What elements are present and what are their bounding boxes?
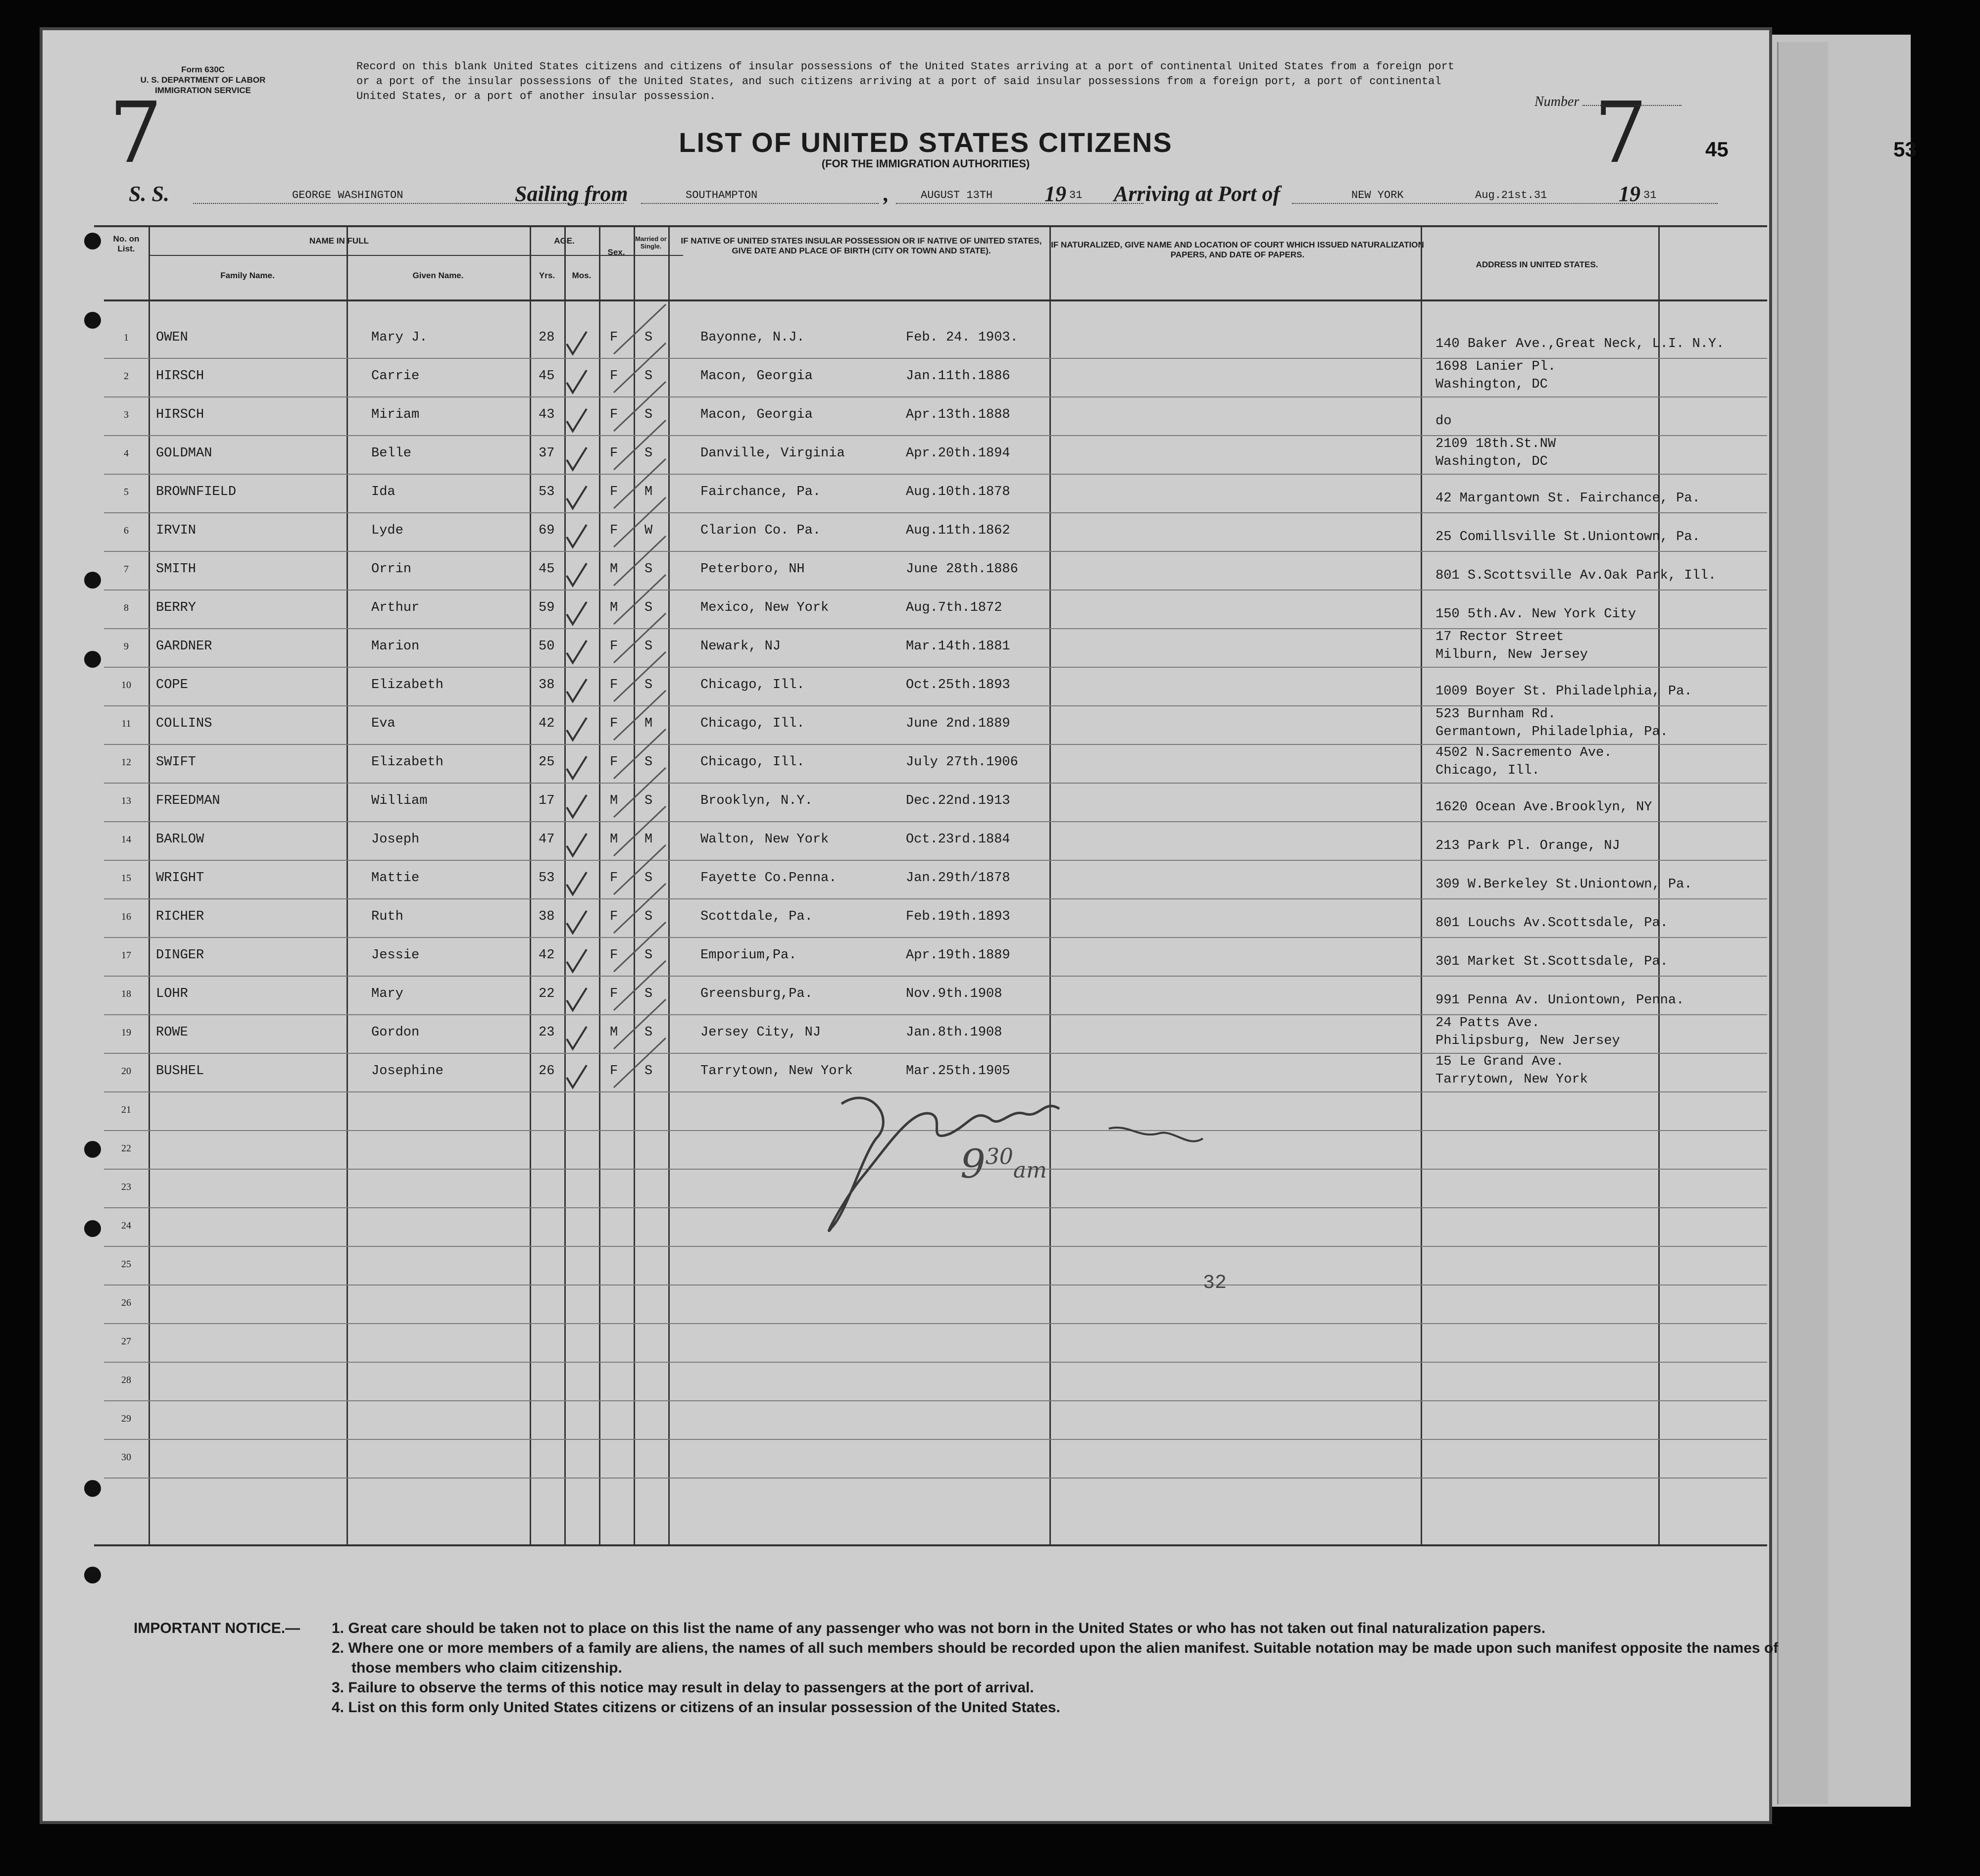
given-name: Carrie <box>371 369 420 384</box>
row-number: 6 <box>124 525 129 536</box>
age-years: 43 <box>539 407 555 422</box>
tick-stroke <box>614 961 666 1010</box>
tick-stroke <box>614 343 666 393</box>
check-mark <box>567 447 587 470</box>
check-mark <box>567 1065 587 1087</box>
sex: F <box>610 485 618 499</box>
given-name: Joseph <box>371 832 420 847</box>
tick-stroke <box>614 1038 666 1087</box>
tick-stroke <box>614 884 666 933</box>
sailing-year: 31 <box>1069 189 1083 201</box>
birth-place: Macon, Georgia <box>700 407 813 422</box>
age-years: 22 <box>539 987 555 1001</box>
given-name: Elizabeth <box>371 678 444 692</box>
address-line: 301 Market St.Scottsdale, Pa. <box>1436 954 1668 969</box>
birth-place: Fairchance, Pa. <box>700 485 821 499</box>
col-married: Married or Single. <box>635 235 667 250</box>
page-title: LIST OF UNITED STATES CITIZENS <box>679 127 1173 158</box>
tick-stroke <box>614 768 666 817</box>
sex: F <box>610 987 618 1001</box>
family-name: GOLDMAN <box>156 446 212 461</box>
family-name: OWEN <box>156 330 188 345</box>
birth-date: Jan.11th.1886 <box>906 369 1010 384</box>
row-number: 1 <box>124 332 129 343</box>
tick-stroke <box>614 459 666 508</box>
marital-status: S <box>644 678 653 692</box>
tick-stroke <box>614 999 666 1049</box>
arriving-year: 31 <box>1643 189 1657 201</box>
family-name: ROWE <box>156 1025 188 1040</box>
form-line: IMMIGRATION SERVICE <box>155 86 251 95</box>
age-years: 47 <box>539 832 555 847</box>
given-name: Ida <box>371 485 396 499</box>
col-yrs: Yrs. <box>539 271 555 280</box>
marital-status: S <box>644 948 653 963</box>
marital-status: W <box>644 523 653 538</box>
age-years: 42 <box>539 716 555 731</box>
ship-name: GEORGE WASHINGTON <box>292 189 403 201</box>
notice-item: 4. List on this form only United States citizens or citizens of an insular possession of the United States. <box>332 1699 1060 1716</box>
row-number: 2 <box>124 371 129 382</box>
address-line: 140 Baker Ave.,Great Neck, L.I. N.Y. <box>1436 337 1725 351</box>
given-name: Marion <box>371 639 420 654</box>
tick-stroke <box>614 691 666 740</box>
birth-date: Feb.19th.1893 <box>906 909 1010 924</box>
age-years: 37 <box>539 446 555 461</box>
address-line: 42 Margantown St. Fairchance, Pa. <box>1436 491 1700 506</box>
sex: F <box>610 330 618 345</box>
birth-place: Fayette Co.Penna. <box>700 871 837 886</box>
row-number: 7 <box>124 564 129 575</box>
tick-stroke <box>614 729 666 779</box>
sex: F <box>610 407 618 422</box>
birth-date: Apr.13th.1888 <box>906 407 1010 422</box>
marital-status: S <box>644 1025 653 1040</box>
row-number: 23 <box>121 1182 131 1192</box>
birth-date: Aug.7th.1872 <box>906 600 1002 615</box>
check-mark <box>567 949 587 972</box>
row-number: 5 <box>124 487 129 497</box>
birth-date: Aug.10th.1878 <box>906 485 1010 499</box>
given-name: Arthur <box>371 600 420 615</box>
tick-stroke <box>614 497 666 547</box>
family-name: BUSHEL <box>156 1064 204 1079</box>
sex: F <box>610 755 618 770</box>
birth-place: Clarion Co. Pa. <box>700 523 821 538</box>
col-name-in-full: NAME IN FULL <box>309 236 369 246</box>
row-number: 24 <box>121 1220 131 1231</box>
row-number: 19 <box>121 1027 131 1038</box>
address-line: 4502 N.Sacremento Ave. <box>1436 745 1612 760</box>
address-line: 24 Patts Ave. <box>1436 1016 1540 1031</box>
check-mark <box>567 679 587 701</box>
age-years: 17 <box>539 793 555 808</box>
marital-status: S <box>644 909 653 924</box>
given-name: Eva <box>371 716 396 731</box>
family-name: HIRSCH <box>156 369 204 384</box>
family-name: SWIFT <box>156 755 197 770</box>
voyage-line: S. S. GEORGE WASHINGTON Sailing from SOUTHAMPTON , AUGUST 13TH 19 31 Arriving at Port of NEW YORK Aug.21st.31 19 31 <box>124 178 1708 208</box>
address-line: Washington, DC <box>1436 377 1548 392</box>
address-line: 213 Park Pl. Orange, NJ <box>1436 839 1620 853</box>
age-years: 45 <box>539 369 555 384</box>
sailing-date: AUGUST 13TH <box>921 189 993 201</box>
col-given-name: Given Name. <box>412 271 464 280</box>
birth-date: July 27th.1906 <box>906 755 1018 770</box>
year-prefix: 19 <box>1044 182 1066 206</box>
address-line: 2109 18th.St.NW <box>1436 437 1556 451</box>
birth-date: Jan.8th.1908 <box>906 1025 1002 1040</box>
given-name: Orrin <box>371 562 412 577</box>
tick-stroke <box>614 613 666 663</box>
age-years: 45 <box>539 562 555 577</box>
age-years: 25 <box>539 755 555 770</box>
notice-item: 2. Where one or more members of a family are aliens, the names of all such members should be recorded upon the alien manifest. Suitable notation may be made upon such manifest opposite the names of those members who claim citizenship. <box>332 1640 1779 1676</box>
birth-place: Brooklyn, N.Y. <box>700 793 813 808</box>
col-age: AGE. <box>554 236 575 246</box>
sex: M <box>610 832 618 847</box>
row-number: 28 <box>121 1375 131 1385</box>
notice-label: IMPORTANT NOTICE.— <box>134 1620 300 1636</box>
birth-date: Apr.19th.1889 <box>906 948 1010 963</box>
sex: F <box>610 369 618 384</box>
family-name: IRVIN <box>156 523 197 538</box>
sex: F <box>610 1064 618 1079</box>
birth-place: Walton, New York <box>700 832 829 847</box>
check-mark <box>567 834 587 856</box>
time-minutes: 30 <box>985 1144 1013 1170</box>
birth-place: Chicago, Ill. <box>700 716 805 731</box>
address-line: 17 Rector Street <box>1436 630 1564 644</box>
page-subtitle: (FOR THE IMMIGRATION AUTHORITIES) <box>821 157 1030 170</box>
tick-stroke <box>614 922 666 972</box>
notice-items <box>332 1619 1807 1718</box>
marital-status: M <box>644 485 653 499</box>
tick-stroke <box>614 845 666 894</box>
marital-status: S <box>644 871 653 886</box>
age-years: 59 <box>539 600 555 615</box>
sex: F <box>610 871 618 886</box>
col-address: ADDRESS IN UNITED STATES. <box>1476 260 1598 269</box>
row-number: 22 <box>121 1143 131 1154</box>
given-name: Mary J. <box>371 330 428 345</box>
check-mark <box>567 486 587 508</box>
address-line: 309 W.Berkeley St.Uniontown, Pa. <box>1436 877 1692 892</box>
age-years: 38 <box>539 909 555 924</box>
given-name: Miriam <box>371 407 420 422</box>
birth-place: Mexico, New York <box>700 600 829 615</box>
address-line: 523 Burnham Rd. <box>1436 707 1556 722</box>
time-suffix: am <box>1013 1158 1047 1183</box>
family-name: RICHER <box>156 909 204 924</box>
marital-status: S <box>644 1064 653 1079</box>
address-line: Milburn, New Jersey <box>1436 647 1588 662</box>
check-mark <box>567 795 587 817</box>
instructions-text: Record on this blank United States citizens and citizens of insular possessions of the United States arriving at a port of continental United States from a foreign port or a port of the insular possessions of the United States, and such citizens arriving at a port of said insular possessions from a foreign port, a port of continental United States, or a port of another insular possession. <box>356 60 1454 102</box>
birth-date: Feb. 24. 1903. <box>906 330 1018 345</box>
family-name: BERRY <box>156 600 197 615</box>
col-no: No. on List. <box>113 234 140 253</box>
notice-item: 3. Failure to observe the terms of this notice may result in delay to passengers at the port of arrival. <box>332 1679 1034 1696</box>
birth-place: Jersey City, NJ <box>700 1025 821 1040</box>
family-name: FREEDMAN <box>156 793 220 808</box>
row-number: 26 <box>121 1297 131 1308</box>
age-years: 69 <box>539 523 555 538</box>
sex: F <box>610 678 618 692</box>
row-number: 13 <box>121 795 131 806</box>
given-name: Mary <box>371 987 403 1001</box>
given-name: Jessie <box>371 948 420 963</box>
birth-date: Dec.22nd.1913 <box>906 793 1010 808</box>
arriving-date: Aug.21st.31 <box>1475 189 1547 201</box>
family-name: WRIGHT <box>156 871 204 886</box>
birth-date: June 28th.1886 <box>906 562 1018 577</box>
row-number: 12 <box>121 757 131 768</box>
row-number: 14 <box>121 834 131 845</box>
row-number: 8 <box>124 602 129 613</box>
notice-item: 1. Great care should be taken not to place on this list the name of any passenger who was not born in the United States or who has not taken out final naturalization papers. <box>332 1620 1546 1636</box>
handwritten-number-left: 7 <box>109 84 163 182</box>
birth-date: Mar.25th.1905 <box>906 1064 1010 1079</box>
check-mark <box>567 988 587 1010</box>
sex: F <box>610 446 618 461</box>
marital-status: S <box>644 755 653 770</box>
number-label: Number <box>1534 94 1580 109</box>
stamp-number: 32 <box>1203 1272 1227 1294</box>
check-mark <box>567 409 587 431</box>
sex: F <box>610 716 618 731</box>
family-name: LOHR <box>156 987 188 1001</box>
birth-date: Nov.9th.1908 <box>906 987 1002 1001</box>
check-mark <box>567 911 587 933</box>
birth-place: Newark, NJ <box>700 639 781 654</box>
sex: M <box>610 1025 618 1040</box>
marital-status: S <box>644 330 653 345</box>
marital-status: S <box>644 600 653 615</box>
sex: M <box>610 600 618 615</box>
col-sex: Sex. <box>607 247 625 257</box>
age-years: 23 <box>539 1025 555 1040</box>
tick-stroke <box>614 382 666 431</box>
birth-place: Macon, Georgia <box>700 369 813 384</box>
address-line: 801 S.Scottsville Av.Oak Park, Ill. <box>1436 568 1717 583</box>
address-line: Philipsburg, New Jersey <box>1436 1034 1620 1048</box>
address-line: 150 5th.Av. New York City <box>1436 607 1636 622</box>
tick-stroke <box>614 304 666 354</box>
marital-status: M <box>644 716 653 731</box>
address-line: 1620 Ocean Ave.Brooklyn, NY <box>1436 800 1652 815</box>
col-mos: Mos. <box>572 271 592 280</box>
birth-place: Greensburg,Pa. <box>700 987 813 1001</box>
sailing-from: SOUTHAMPTON <box>686 189 758 201</box>
check-mark <box>567 756 587 779</box>
given-name: Mattie <box>371 871 420 886</box>
marital-status: S <box>644 639 653 654</box>
tick-stroke <box>614 806 666 856</box>
tick-stroke <box>614 536 666 586</box>
birth-date: Aug.11th.1862 <box>906 523 1010 538</box>
sex: F <box>610 909 618 924</box>
family-name: COLLINS <box>156 716 212 731</box>
address-line: Tarrytown, New York <box>1436 1072 1588 1087</box>
given-name: Gordon <box>371 1025 420 1040</box>
marital-status: S <box>644 407 653 422</box>
marital-status: M <box>644 832 653 847</box>
address-line: 1009 Boyer St. Philadelphia, Pa. <box>1436 684 1692 699</box>
marital-status: S <box>644 987 653 1001</box>
page-number-a: 45 <box>1705 138 1729 161</box>
given-name: Ruth <box>371 909 403 924</box>
row-number: 30 <box>121 1452 131 1463</box>
sex: F <box>610 523 618 538</box>
check-mark <box>567 1027 587 1049</box>
age-years: 26 <box>539 1064 555 1079</box>
birth-place: Emporium,Pa. <box>700 948 797 963</box>
handwritten-number-right: 7 <box>1594 84 1648 182</box>
row-number: 29 <box>121 1413 131 1424</box>
sex: F <box>610 948 618 963</box>
row-number: 11 <box>121 718 131 729</box>
birth-date: Oct.23rd.1884 <box>906 832 1010 847</box>
family-name: BARLOW <box>156 832 204 847</box>
sex: M <box>610 562 618 577</box>
birth-place: Tarrytown, New York <box>700 1064 853 1079</box>
birth-place: Bayonne, N.J. <box>700 330 805 345</box>
page-number-b: 53 <box>1893 138 1917 161</box>
birth-date: Mar.14th.1881 <box>906 639 1010 654</box>
birth-place: Danville, Virginia <box>700 446 845 461</box>
birth-date: Oct.25th.1893 <box>906 678 1010 692</box>
birth-date: June 2nd.1889 <box>906 716 1010 731</box>
address-line: Chicago, Ill. <box>1436 763 1540 778</box>
age-years: 50 <box>539 639 555 654</box>
row-number: 3 <box>124 409 129 420</box>
family-name: SMITH <box>156 562 197 577</box>
row-number: 16 <box>121 911 131 922</box>
address-line: 991 Penna Av. Uniontown, Penna. <box>1436 993 1684 1008</box>
row-number: 4 <box>124 448 129 459</box>
address-line: Germantown, Philadelphia, Pa. <box>1436 725 1668 740</box>
row-number: 21 <box>121 1104 131 1115</box>
given-name: William <box>371 793 428 808</box>
age-years: 53 <box>539 871 555 886</box>
check-mark <box>567 718 587 740</box>
sex: F <box>610 639 618 654</box>
check-mark <box>567 872 587 894</box>
row-number: 15 <box>121 873 131 884</box>
address-line: Washington, DC <box>1436 454 1548 469</box>
family-name: GARDNER <box>156 639 212 654</box>
given-name: Belle <box>371 446 412 461</box>
address-line: 25 Comillsville St.Uniontown, Pa. <box>1436 530 1700 544</box>
tick-stroke <box>614 652 666 701</box>
address-line: 801 Louchs Av.Scottsdale, Pa. <box>1436 916 1668 931</box>
sex: M <box>610 793 618 808</box>
form-line: U. S. DEPARTMENT OF LABOR <box>140 75 266 85</box>
check-mark <box>567 525 587 547</box>
marital-status: S <box>644 793 653 808</box>
sailing-label: Sailing from <box>515 182 628 206</box>
arriving-year-prefix: 19 <box>1619 182 1640 206</box>
col-birth: IF NATIVE OF UNITED STATES INSULAR POSSESSION OR IF NATIVE OF UNITED STATES, GIVE DATE AND PLACE OF BIRTH (CITY OR TOWN AND STATE). <box>681 236 1042 255</box>
check-mark <box>567 332 587 354</box>
check-mark <box>567 563 587 586</box>
address-line: 15 Le Grand Ave. <box>1436 1054 1564 1069</box>
arriving-port: NEW YORK <box>1351 189 1404 201</box>
birth-place: Scottdale, Pa. <box>700 909 813 924</box>
col-family-name: Family Name. <box>220 271 275 280</box>
birth-place: Chicago, Ill. <box>700 678 805 692</box>
col-naturalized: IF NATURALIZED, GIVE NAME AND LOCATION OF COURT WHICH ISSUED NATURALIZATION PAPERS, AND DATE OF PAPERS. <box>1051 240 1424 259</box>
row-number: 27 <box>121 1336 131 1347</box>
family-name: COPE <box>156 678 188 692</box>
ss-label: S. S. <box>129 182 169 206</box>
birth-date: Jan.29th/1878 <box>906 871 1010 886</box>
marital-status: S <box>644 369 653 384</box>
birth-date: Apr.20th.1894 <box>906 446 1010 461</box>
row-number: 25 <box>121 1259 131 1270</box>
check-mark <box>567 370 587 393</box>
tick-stroke <box>614 575 666 624</box>
family-name: BROWNFIELD <box>156 485 237 499</box>
given-name: Josephine <box>371 1064 444 1079</box>
marital-status: S <box>644 446 653 461</box>
row-number: 17 <box>121 950 131 961</box>
check-mark <box>567 602 587 624</box>
marital-status: S <box>644 562 653 577</box>
arriving-label: Arriving at Port of <box>1114 182 1281 206</box>
address-line: 1698 Lanier Pl. <box>1436 359 1556 374</box>
age-years: 53 <box>539 485 555 499</box>
age-years: 42 <box>539 948 555 963</box>
row-number: 9 <box>124 641 129 652</box>
given-name: Lyde <box>371 523 403 538</box>
birth-place: Chicago, Ill. <box>700 755 805 770</box>
time-hour: 9 <box>960 1141 986 1187</box>
row-number: 20 <box>121 1066 131 1077</box>
check-mark <box>567 641 587 663</box>
address-line: do <box>1436 414 1452 429</box>
row-number: 10 <box>121 680 131 691</box>
family-name: DINGER <box>156 948 204 963</box>
age-years: 38 <box>539 678 555 692</box>
row-number: 18 <box>121 988 131 999</box>
form-line: Form 630C <box>181 65 225 74</box>
age-years: 28 <box>539 330 555 345</box>
tick-stroke <box>614 420 666 470</box>
given-name: Elizabeth <box>371 755 444 770</box>
family-name: HIRSCH <box>156 407 204 422</box>
birth-place: Peterboro, NH <box>700 562 805 577</box>
